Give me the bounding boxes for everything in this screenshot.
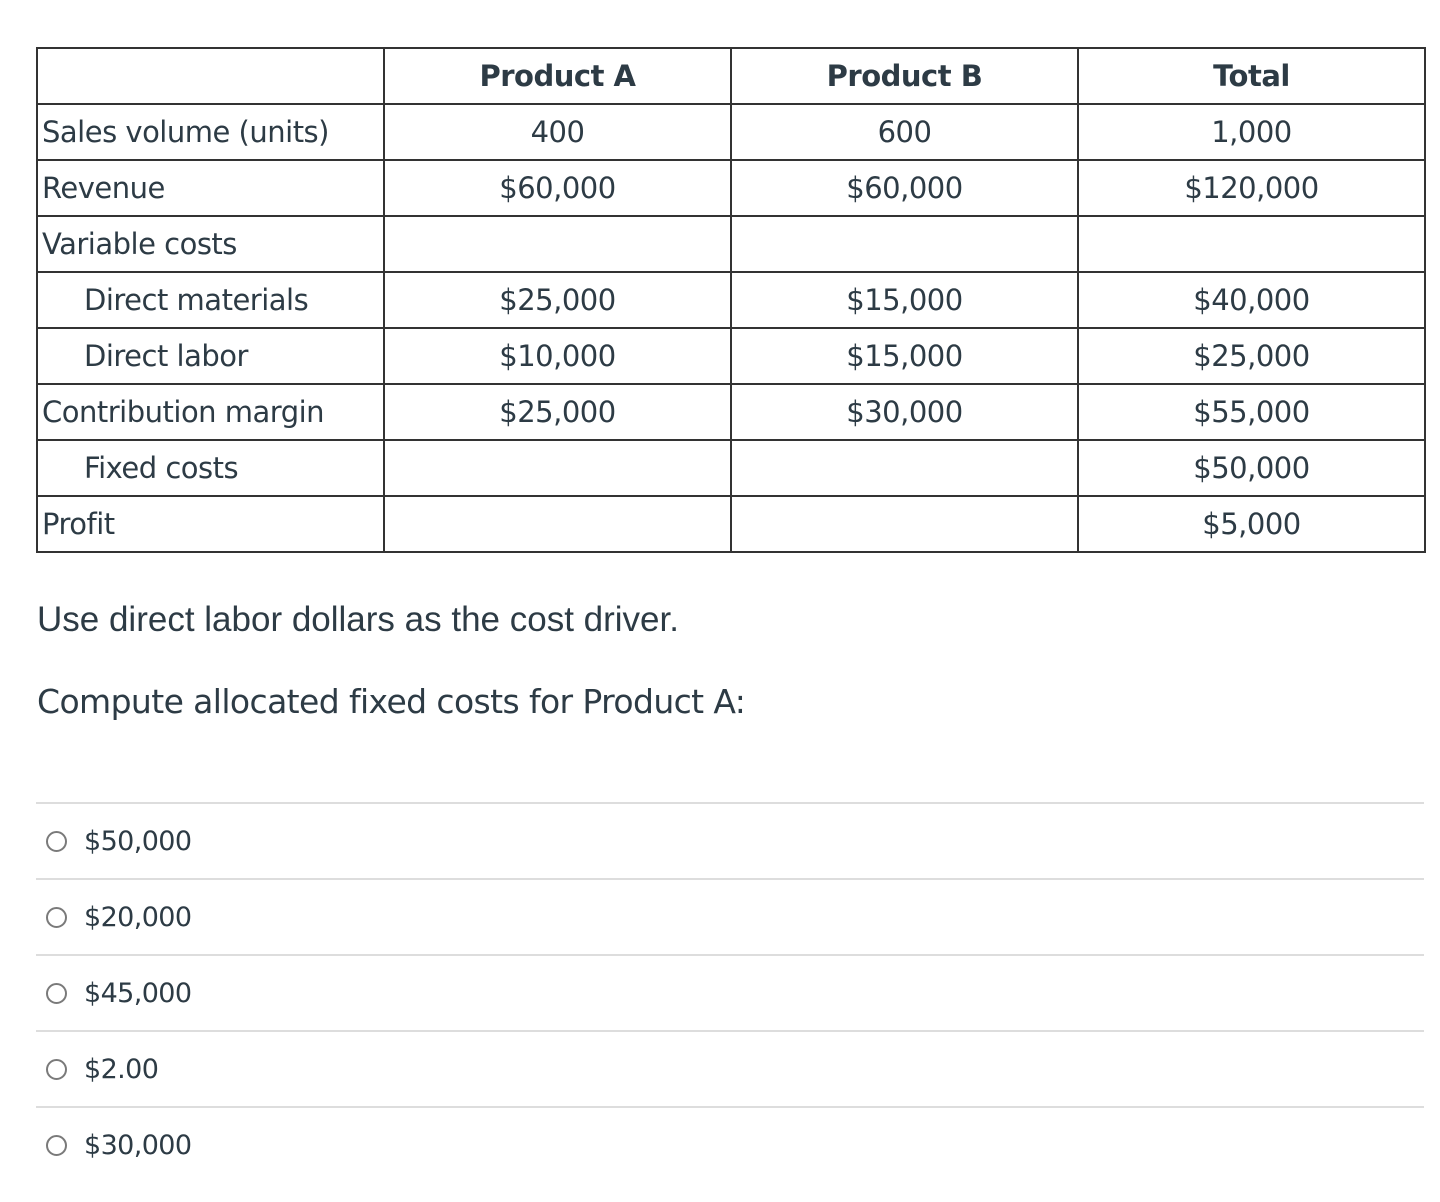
table-header-row xyxy=(37,48,1425,104)
answer-option[interactable] xyxy=(36,804,1424,880)
table-row xyxy=(37,216,1425,272)
cost-table-container xyxy=(36,47,1424,553)
cell-product-a xyxy=(384,440,731,496)
radio-button[interactable] xyxy=(46,1059,67,1080)
radio-button[interactable] xyxy=(46,983,67,1004)
row-label: Direct materials xyxy=(37,272,384,328)
cell-product-b: $15,000 xyxy=(731,272,1078,328)
answer-list xyxy=(36,802,1424,1182)
cell-total: $5,000 xyxy=(1078,496,1425,552)
cell-product-b: $15,000 xyxy=(731,328,1078,384)
table-row xyxy=(37,328,1425,384)
table-row xyxy=(37,272,1425,328)
cell-product-a: $25,000 xyxy=(384,272,731,328)
cell-total: $40,000 xyxy=(1078,272,1425,328)
cell-total xyxy=(1078,216,1425,272)
cell-product-a xyxy=(384,496,731,552)
row-label: Direct labor xyxy=(37,328,384,384)
table-row xyxy=(37,384,1425,440)
radio-button[interactable] xyxy=(46,907,67,928)
answer-option[interactable] xyxy=(36,880,1424,956)
cell-total: $120,000 xyxy=(1078,160,1425,216)
cell-product-b: $60,000 xyxy=(731,160,1078,216)
cell-product-a: 400 xyxy=(384,104,731,160)
question-text: Compute allocated fixed costs for Product A: xyxy=(37,682,746,721)
table-row xyxy=(37,104,1425,160)
header-total: Total xyxy=(1078,48,1425,104)
answer-label: $2.00 xyxy=(84,1053,159,1085)
radio-button[interactable] xyxy=(46,831,67,852)
cell-product-b: $30,000 xyxy=(731,384,1078,440)
cell-product-a: $60,000 xyxy=(384,160,731,216)
cell-total: $55,000 xyxy=(1078,384,1425,440)
cell-product-b xyxy=(731,440,1078,496)
cell-product-a: $25,000 xyxy=(384,384,731,440)
row-label: Profit xyxy=(37,496,384,552)
row-label: Revenue xyxy=(37,160,384,216)
radio-button[interactable] xyxy=(46,1135,67,1156)
answer-label: $45,000 xyxy=(84,977,192,1009)
header-empty xyxy=(37,48,384,104)
instruction-text: Use direct labor dollars as the cost driver. xyxy=(37,600,679,639)
cell-total: 1,000 xyxy=(1078,104,1425,160)
answer-option[interactable] xyxy=(36,1108,1424,1182)
answer-label: $50,000 xyxy=(84,825,192,857)
cell-product-b xyxy=(731,496,1078,552)
answer-option[interactable] xyxy=(36,956,1424,1032)
cell-product-b: 600 xyxy=(731,104,1078,160)
cell-product-b xyxy=(731,216,1078,272)
row-label: Sales volume (units) xyxy=(37,104,384,160)
answer-label: $30,000 xyxy=(84,1129,192,1161)
cell-product-a xyxy=(384,216,731,272)
cost-table xyxy=(36,47,1426,553)
cell-total: $50,000 xyxy=(1078,440,1425,496)
table-row xyxy=(37,160,1425,216)
cell-total: $25,000 xyxy=(1078,328,1425,384)
header-product-a: Product A xyxy=(384,48,731,104)
table-row xyxy=(37,440,1425,496)
row-label: Fixed costs xyxy=(37,440,384,496)
answer-label: $20,000 xyxy=(84,901,192,933)
header-product-b: Product B xyxy=(731,48,1078,104)
cell-product-a: $10,000 xyxy=(384,328,731,384)
table-row xyxy=(37,496,1425,552)
answer-option[interactable] xyxy=(36,1032,1424,1108)
row-label: Contribution margin xyxy=(37,384,384,440)
row-label: Variable costs xyxy=(37,216,384,272)
